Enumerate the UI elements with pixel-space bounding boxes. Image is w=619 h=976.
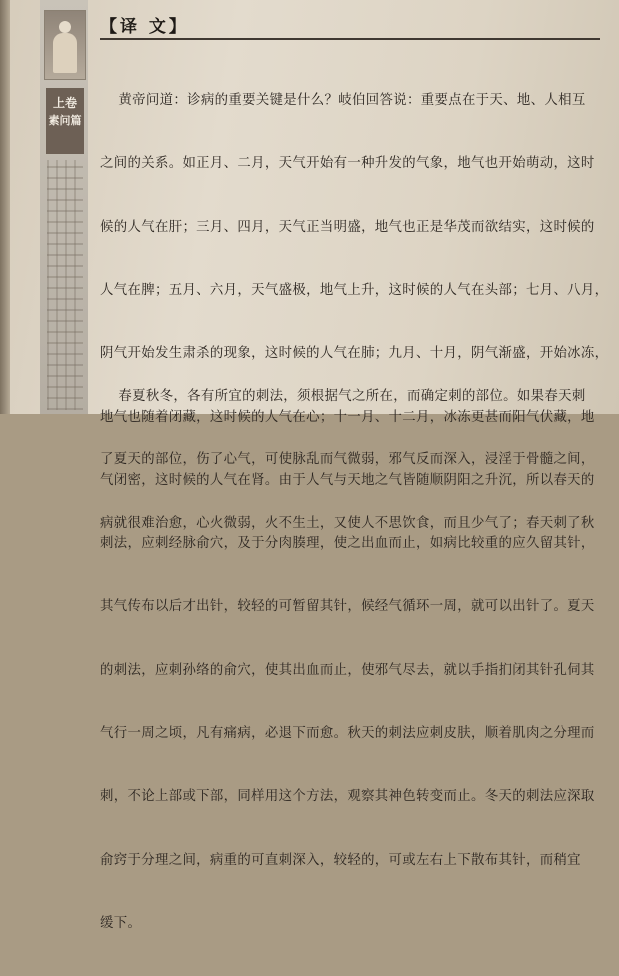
volume-label: 上卷: [52, 96, 77, 110]
text-line: 刺法，应刺经脉俞穴，及于分肉腠理，使之出血而止，如病比较重的应久留其针，: [100, 536, 595, 552]
text-line: 刺，不论上部或下部，同样用这个方法，观察其神色转变而止。冬天的刺法应深取: [100, 789, 595, 805]
text-line: 人气在脾；五月、六月，天气盛极，地气上升，这时候的人气在头部；七月、八月，: [100, 283, 609, 299]
text-line: 了夏天的部位，伤了心气，可使脉乱而气微弱，邪气反而深入，浸淫于骨髓之间，: [100, 452, 595, 468]
text-line: 缓下。: [100, 915, 142, 931]
sage-portrait-image: [44, 10, 86, 80]
text-line: 黄帝问道：诊病的重要关键是什么？岐伯回答说：重要点在于天、地、人相互: [100, 93, 586, 109]
section-label: 素问篇: [48, 114, 82, 127]
text-line: 气闭密，这时候的人气在肾。由于人气与天地之气皆随顺阴阳之升沉，所以春天的: [100, 472, 595, 488]
text-line: 其气传布以后才出针，较轻的可暂留其针，候经气循环一周，就可以出针了。夏天: [100, 599, 595, 615]
text-line: 俞窍于分理之间，病重的可直刺深入，较轻的，可或左右上下散布其针，而稍宜: [100, 852, 581, 868]
heading-divider: [100, 38, 600, 40]
text-line: 气行一周之顷，凡有痛病，必退下而愈。秋天的刺法应刺皮肤，顺着肌肉之分理而: [100, 726, 595, 741]
text-line: 病就很难治愈，心火微弱，火不生土，又使人不思饮食，而且少气了；春天刺了秋: [100, 515, 595, 531]
portrait-robe: [53, 33, 77, 73]
text-line: 春夏秋冬，各有所宜的刺法，须根据气之所在，而确定刺的部位。如果春天刺: [100, 389, 586, 405]
text-line: 的刺法，应刺孙络的俞穴，使其出血而止，使邪气尽去，就以手指扪闭其针孔伺其: [100, 662, 595, 678]
text-line: 之间的关系。如正月、二月，天气开始有一种升发的气象，地气也开始萌动，这时: [100, 156, 595, 172]
section-heading: 【译 文】: [100, 17, 189, 37]
volume-tag: [46, 88, 84, 154]
text-line: 候的人气在肝；三月、四月，天气正当明盛，地气也正是华茂而欲结实，这时候的: [100, 219, 595, 235]
text-line: 阴气开始发生肃杀的现象，这时候的人气在肺；九月、十月，阴气渐盛，开始冰冻，: [100, 346, 609, 362]
text-line: 地气也随着闭藏，这时候的人气在心；十一月、十二月，冰冻更甚而阳气伏藏，地: [100, 409, 595, 425]
decorative-pattern: [47, 160, 83, 410]
book-gutter: [0, 0, 10, 414]
paragraph-2: [100, 344, 608, 576]
portrait-head: [59, 21, 71, 33]
